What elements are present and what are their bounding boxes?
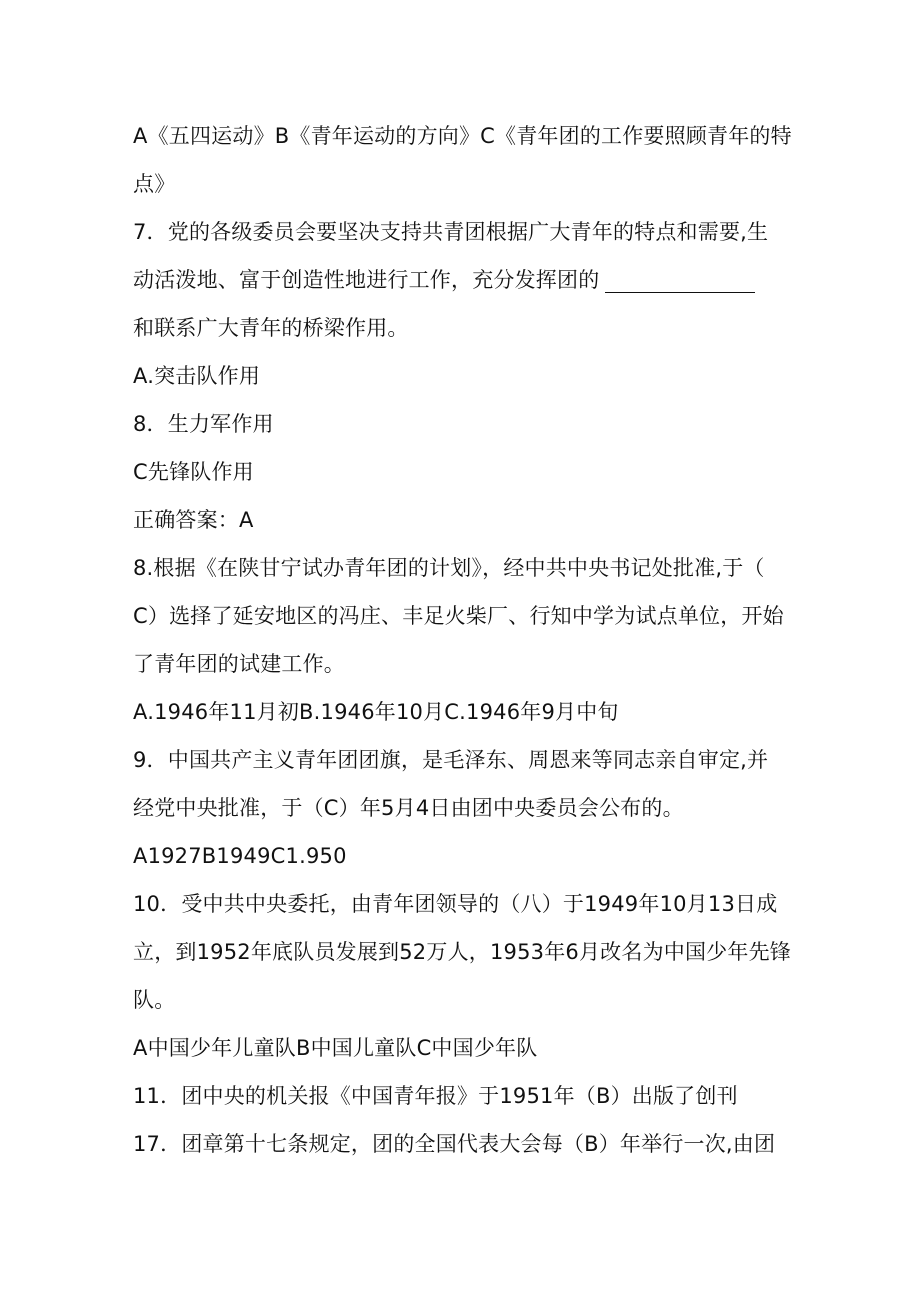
answer-line: 正确答案：A [133,508,254,532]
text-line: 立，到1952年底队员发展到52万人，1953年6月改名为中国少年先锋 [133,940,791,964]
option-line: C先锋队作用 [133,460,254,484]
text-line: C）选择了延安地区的冯庄、丰足火柴厂、行知中学为试点单位，开始 [133,604,784,628]
text-line-with-blank [133,256,793,304]
text-line: 经党中央批准，于（C）年5月4日由团中央委员会公布的。 [133,796,684,820]
text-line: 和联系广大青年的桥梁作用。 [133,316,409,340]
text-line: 10．受中共中央委托，由青年团领导的（八）于1949年10月13日成 [133,892,778,916]
option-line: 8．生力军作用 [133,412,274,436]
fill-in-blank [605,268,755,293]
text-line: 17．团章第十七条规定，团的全国代表大会每（B）年举行一次,由团 [133,1132,776,1156]
text-line: A《五四运动》B《青年运动的方向》C《青年团的工作要照顾青年的特 [133,124,792,148]
option-line: A1927B1949C1.950 [133,844,347,868]
text-line: 了青年团的试建工作。 [133,652,345,676]
text-line: 动活泼地、富于创造性地进行工作，充分发挥团的 [133,268,600,292]
text-line: 11．团中央的机关报《中国青年报》于1951年（B）出版了创刊 [133,1084,738,1108]
text-line: 8.根据《在陕甘宁试办青年团的计划》，经中共中央书记处批准,于（ [133,556,765,580]
document-body [133,112,793,1168]
option-line: A中国少年儿童队B中国儿童队C中国少年队 [133,1036,538,1060]
option-line: A.突击队作用 [133,364,261,388]
text-line: 9．中国共产主义青年团团旗，是毛泽东、周恩来等同志亲自审定,并 [133,748,769,772]
text-line: 队。 [133,988,176,1012]
text-line: 点》 [133,172,176,196]
text-line: 7．党的各级委员会要坚决支持共青团根据广大青年的特点和需要,生 [133,220,769,244]
option-line: A.1946年11月初B.1946年10月C.1946年9月中旬 [133,700,619,724]
